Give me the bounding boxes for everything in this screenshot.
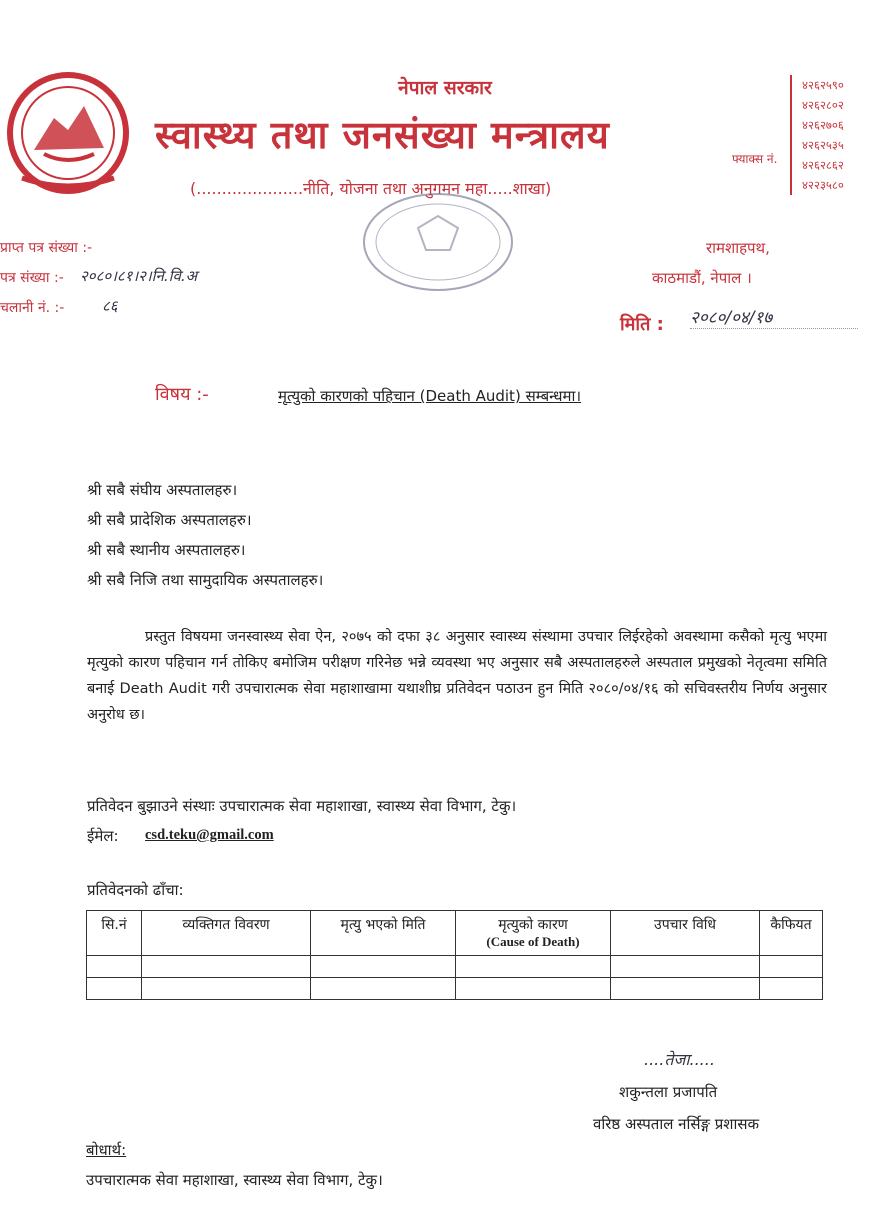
table-cell bbox=[311, 956, 456, 978]
table-cell bbox=[760, 956, 823, 978]
table-cell bbox=[611, 978, 760, 1000]
letter-number-value: २०८०।८१।२।नि.वि.अ bbox=[80, 267, 198, 285]
table-cell bbox=[142, 956, 311, 978]
column-header: मृत्यु भएको मिति bbox=[311, 911, 456, 956]
signatory-name: शकुन्तला प्रजापति bbox=[619, 1083, 718, 1101]
addressee-line: श्री सबै निजि तथा सामुदायिक अस्पतालहरु। bbox=[87, 571, 324, 589]
email-link[interactable]: csd.teku@gmail.com bbox=[145, 827, 274, 843]
office-stamp-icon bbox=[358, 188, 518, 296]
report-format-table bbox=[86, 910, 823, 1000]
column-header bbox=[456, 911, 611, 956]
address-line-1: रामशाहपथ, bbox=[706, 239, 770, 257]
received-letter-label: प्राप्त पत्र संख्या :- bbox=[0, 240, 93, 256]
subject-text: मृत्युको कारणको पहिचान (Death Audit) सम्बन्धमा। bbox=[278, 387, 582, 405]
phone-list bbox=[790, 75, 844, 195]
cc-recipient: उपचारात्मक सेवा महाशाखा, स्वास्थ्य सेवा विभाग, टेकु। bbox=[86, 1171, 383, 1189]
column-header: व्यक्तिगत विवरण bbox=[142, 911, 311, 956]
column-header: उपचार विधि bbox=[611, 911, 760, 956]
column-header-label: मृत्युको कारण bbox=[498, 917, 568, 933]
table-cell bbox=[311, 978, 456, 1000]
phone-number: ४२६२५९० bbox=[802, 78, 844, 92]
table-row bbox=[87, 956, 823, 978]
addressee-line: श्री सबै प्रादेशिक अस्पतालहरु। bbox=[87, 511, 252, 529]
table-cell bbox=[611, 956, 760, 978]
table-cell bbox=[87, 978, 142, 1000]
phone-number: ४२६२८६२ bbox=[802, 158, 844, 172]
table-cell bbox=[760, 978, 823, 1000]
table-header-row bbox=[87, 911, 823, 956]
table-cell bbox=[142, 978, 311, 1000]
subject-label: विषय :- bbox=[155, 384, 209, 405]
cc-label: बोधार्थ: bbox=[86, 1141, 127, 1159]
dispatch-number-label: चलानी नं. :- bbox=[0, 300, 65, 316]
email-label: ईमेल: bbox=[87, 827, 119, 845]
fax-label: फ्याक्स नं. bbox=[732, 152, 778, 166]
body-paragraph: प्रस्तुत विषयमा जनस्वास्थ्य सेवा ऐन, २०७५ को दफा ३८ अनुसार स्वास्थ्य संस्थामा उपचार लिईरहेको अवस्थामा कसैको मृत्यु भएमा मृत्युको कारण पहिचान गर्न तोकिए बमोजिम परीक्षण गरिनेछ भन्ने व्यवस्था भए अनुसार सबै अस्पतालहरुले अस्पताल प्रमुखको नेतृत्वमा समिति बनाई Death Audit गरी उपचारात्मक सेवा महाशाखामा यथाशीघ्र प्रतिवेदन पठाउन हुन मिति २०८०/०४/१६ को सचिवस्तरीय निर्णय अनुसार अनुरोध छ। bbox=[87, 629, 827, 723]
phone-number: ४२२३५८० bbox=[802, 178, 844, 192]
branch-name: (.....................नीति, योजना तथा अनुगमन महा.....शाखा) bbox=[190, 179, 552, 198]
column-header: सि.नं bbox=[87, 911, 142, 956]
government-title: नेपाल सरकार bbox=[398, 77, 492, 99]
date-label: मिति : bbox=[620, 314, 664, 335]
dispatch-number-value: ८६ bbox=[102, 297, 118, 315]
report-recipient: प्रतिवेदन बुझाउने संस्थाः उपचारात्मक सेवा महाशाखा, स्वास्थ्य सेवा विभाग, टेकु। bbox=[87, 797, 517, 815]
address-line-2: काठमाडौं, नेपाल । bbox=[652, 269, 752, 287]
table-row bbox=[87, 978, 823, 1000]
ministry-title: स्वास्थ्य तथा जनसंख्या मन्त्रालय bbox=[155, 113, 610, 157]
signature-mark: ....तेजा..... bbox=[644, 1050, 715, 1069]
date-value: २०८०/०४/१७ bbox=[690, 305, 858, 329]
phone-number: ४२६२५३५ bbox=[802, 138, 844, 152]
letter-number-label: पत्र संख्या :- bbox=[0, 270, 64, 286]
addressee-line: श्री सबै संघीय अस्पतालहरु। bbox=[87, 481, 238, 499]
column-header-sublabel: (Cause of Death) bbox=[486, 934, 580, 949]
column-header: कैफियत bbox=[760, 911, 823, 956]
signatory-designation: वरिष्ठ अस्पताल नर्सिङ्ग प्रशासक bbox=[593, 1115, 760, 1133]
phone-number: ४२६२७०६ bbox=[802, 118, 844, 132]
phone-number: ४२६२८०२ bbox=[802, 98, 844, 112]
report-format-label: प्रतिवेदनको ढाँचा: bbox=[87, 881, 184, 899]
table-cell bbox=[456, 956, 611, 978]
table-cell bbox=[456, 978, 611, 1000]
addressee-line: श्री सबै स्थानीय अस्पतालहरु। bbox=[87, 541, 246, 559]
table-cell bbox=[87, 956, 142, 978]
